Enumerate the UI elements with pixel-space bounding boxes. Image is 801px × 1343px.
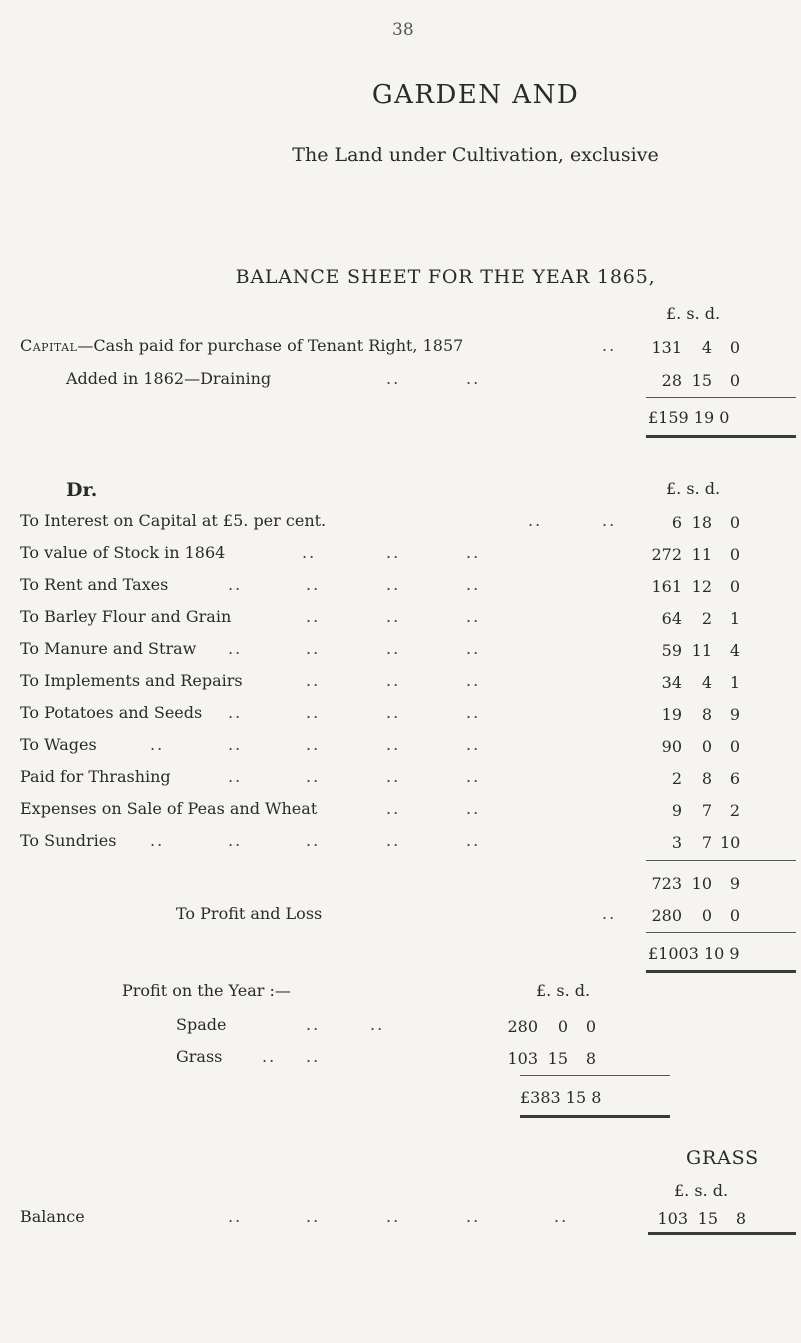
leader-dots: .. <box>262 1047 277 1066</box>
leader-dots: .. <box>306 1015 321 1034</box>
leader-dots: .. <box>228 575 243 594</box>
shillings: 11 <box>691 641 712 660</box>
leader-dots: .. <box>602 336 617 355</box>
balance-label: Balance <box>20 1207 85 1226</box>
dr-row-label: To Potatoes and Seeds <box>20 703 203 722</box>
leader-dots: .. <box>466 767 481 786</box>
dr-row-label: Expenses on Sale of Peas and Wheat <box>20 799 318 818</box>
pence: 1 <box>729 609 740 628</box>
shillings: 15 <box>691 371 712 390</box>
leader-dots: .. <box>302 543 317 562</box>
shillings: 4 <box>701 338 712 357</box>
pounds: 103 <box>657 1209 688 1228</box>
leader-dots: .. <box>554 1207 569 1226</box>
leader-dots: .. <box>386 369 401 388</box>
shillings: 8 <box>701 769 712 788</box>
dr-column-header: £. s. d. <box>666 479 721 498</box>
grass-column-header: £. s. d. <box>674 1181 729 1200</box>
pence: 0 <box>729 737 740 756</box>
rule <box>520 1075 670 1076</box>
capital-column-header: £. s. d. <box>666 304 721 323</box>
leader-dots: .. <box>466 735 481 754</box>
pounds: 2 <box>671 769 682 788</box>
pounds: 9 <box>671 801 682 820</box>
leader-dots: .. <box>228 767 243 786</box>
leader-dots: .. <box>228 735 243 754</box>
pence: 10 <box>720 833 741 852</box>
pence: 0 <box>729 338 740 357</box>
leader-dots: .. <box>386 575 401 594</box>
dr-row-label: To Interest on Capital at £5. per cent. <box>20 511 327 530</box>
leader-dots: .. <box>306 639 321 658</box>
grass-heading: GRASS <box>686 1147 759 1169</box>
leader-dots: .. <box>228 639 243 658</box>
dr-row-label: To value of Stock in 1864 <box>20 543 226 562</box>
leader-dots: .. <box>386 543 401 562</box>
leader-dots: .. <box>150 735 165 754</box>
leader-dots: .. <box>228 703 243 722</box>
leader-dots: .. <box>306 735 321 754</box>
pence: 1 <box>729 673 740 692</box>
pence: 9 <box>729 874 740 893</box>
pounds: 28 <box>661 371 682 390</box>
pounds: 723 <box>651 874 682 893</box>
pounds: 272 <box>651 545 682 564</box>
shillings: 7 <box>701 801 712 820</box>
leader-dots: .. <box>306 671 321 690</box>
pence: 2 <box>729 801 740 820</box>
shillings: 0 <box>701 906 712 925</box>
leader-dots: .. <box>370 1015 385 1034</box>
leader-dots: .. <box>386 1207 401 1226</box>
leader-dots: .. <box>466 671 481 690</box>
leader-dots: .. <box>306 767 321 786</box>
page-subtitle: The Land under Cultivation, exclusive <box>292 144 659 166</box>
dr-row-label: To Implements and Repairs <box>20 671 243 690</box>
leader-dots: .. <box>466 369 481 388</box>
leader-dots: .. <box>602 904 617 923</box>
double-rule <box>520 1115 670 1118</box>
dr-row-label: To Wages <box>20 735 97 754</box>
dr-row-label: Paid for Thrashing <box>20 767 171 786</box>
leader-dots: .. <box>466 575 481 594</box>
leader-dots: .. <box>466 543 481 562</box>
leader-dots: .. <box>228 831 243 850</box>
leader-dots: .. <box>150 831 165 850</box>
profit-column-header: £. s. d. <box>536 981 591 1000</box>
capital-total: £159 19 0 <box>648 408 730 427</box>
leader-dots: .. <box>602 511 617 530</box>
pence: 0 <box>729 906 740 925</box>
pence: 8 <box>585 1049 596 1068</box>
shillings: 0 <box>557 1017 568 1036</box>
capital-row-2-label: Added in 1862—Draining <box>66 369 272 388</box>
page-title: GARDEN AND <box>371 80 580 110</box>
pounds: 34 <box>661 673 682 692</box>
shillings: 4 <box>701 673 712 692</box>
leader-dots: .. <box>386 767 401 786</box>
shillings: 8 <box>701 705 712 724</box>
pounds: 59 <box>661 641 682 660</box>
dr-grand-total: £1003 10 9 <box>648 944 740 963</box>
pence: 8 <box>735 1209 746 1228</box>
leader-dots: .. <box>228 1207 243 1226</box>
leader-dots: .. <box>528 511 543 530</box>
profit-spade-label: Spade <box>176 1015 227 1034</box>
pounds: 64 <box>661 609 682 628</box>
leader-dots: .. <box>386 607 401 626</box>
pence: 9 <box>729 705 740 724</box>
shillings: 7 <box>701 833 712 852</box>
dr-row-label: To Barley Flour and Grain <box>20 607 232 626</box>
shillings: 12 <box>691 577 712 596</box>
pence: 6 <box>729 769 740 788</box>
leader-dots: .. <box>466 607 481 626</box>
double-rule <box>648 1232 796 1235</box>
leader-dots: .. <box>466 799 481 818</box>
pence: 0 <box>729 545 740 564</box>
pounds: 280 <box>651 906 682 925</box>
dr-row-label: To Sundries <box>20 831 117 850</box>
leader-dots: .. <box>306 1207 321 1226</box>
leader-dots: .. <box>306 1047 321 1066</box>
shillings: 15 <box>547 1049 568 1068</box>
double-rule <box>646 970 796 973</box>
leader-dots: .. <box>466 831 481 850</box>
profit-grass-label: Grass <box>176 1047 223 1066</box>
pence: 4 <box>729 641 740 660</box>
pounds: 19 <box>661 705 682 724</box>
shillings: 15 <box>697 1209 718 1228</box>
shillings: 0 <box>701 737 712 756</box>
pence: 0 <box>585 1017 596 1036</box>
pence: 0 <box>729 513 740 532</box>
rule <box>646 397 796 398</box>
profit-and-loss-label: To Profit and Loss <box>176 904 323 923</box>
leader-dots: .. <box>466 1207 481 1226</box>
pounds: 90 <box>661 737 682 756</box>
profit-on-year-label: Profit on the Year :— <box>122 981 291 1000</box>
pounds: 280 <box>507 1017 538 1036</box>
pence: 0 <box>729 371 740 390</box>
leader-dots: .. <box>306 831 321 850</box>
leader-dots: .. <box>386 799 401 818</box>
pence: 0 <box>729 577 740 596</box>
leader-dots: .. <box>306 703 321 722</box>
leader-dots: .. <box>306 575 321 594</box>
leader-dots: .. <box>466 639 481 658</box>
capital-row-1-text: —Cash paid for purchase of Tenant Right, 1857 <box>77 336 464 355</box>
rule <box>646 860 796 861</box>
leader-dots: .. <box>306 607 321 626</box>
shillings: 11 <box>691 545 712 564</box>
pounds: 103 <box>507 1049 538 1068</box>
balance-sheet-heading: BALANCE SHEET FOR THE YEAR 1865, <box>235 266 656 288</box>
pounds: 3 <box>671 833 682 852</box>
shillings: 18 <box>691 513 712 532</box>
pounds: 131 <box>651 338 682 357</box>
rule <box>646 932 796 933</box>
dr-heading: Dr. <box>66 479 98 501</box>
pounds: 161 <box>651 577 682 596</box>
leader-dots: .. <box>386 639 401 658</box>
dr-row-label: To Manure and Straw <box>20 639 197 658</box>
leader-dots: .. <box>386 735 401 754</box>
pounds: 6 <box>671 513 682 532</box>
shillings: 10 <box>691 874 712 893</box>
capital-row-1-label <box>20 338 463 354</box>
double-rule <box>646 435 796 438</box>
profit-total: £383 15 8 <box>520 1088 602 1107</box>
leader-dots: .. <box>386 703 401 722</box>
leader-dots: .. <box>386 671 401 690</box>
capital-label: Capital <box>20 336 78 355</box>
leader-dots: .. <box>386 831 401 850</box>
page-number: 38 <box>392 20 414 40</box>
shillings: 2 <box>701 609 712 628</box>
dr-row-label: To Rent and Taxes <box>20 575 169 594</box>
leader-dots: .. <box>466 703 481 722</box>
